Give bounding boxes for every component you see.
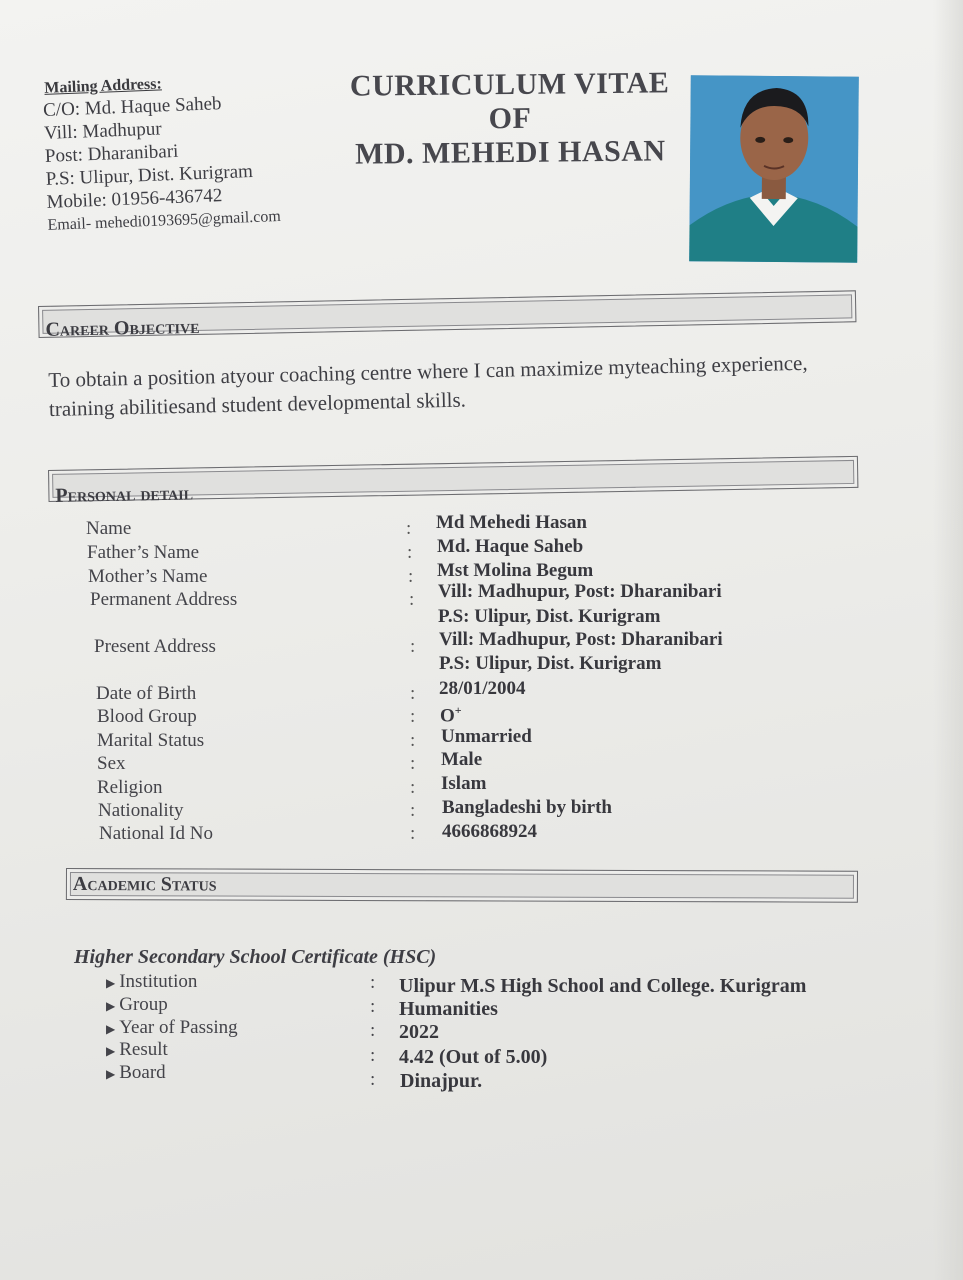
academic-value: 4.42 (Out of 5.00)	[399, 1046, 548, 1068]
personal-value: Md. Haque Saheb	[437, 536, 584, 557]
personal-value: 4666868924	[442, 821, 537, 842]
personal-value: Md Mehedi Hasan	[436, 512, 587, 533]
profile-photo	[689, 75, 859, 262]
academic-label: Result	[119, 1039, 168, 1060]
personal-row-national-id	[99, 821, 537, 845]
colon: :	[409, 589, 415, 610]
personal-row-mother	[88, 560, 594, 588]
personal-label: Sex	[97, 753, 126, 774]
paper-edge-shadow	[933, 0, 963, 1280]
mailing-address-title: Mailing Address:	[43, 75, 163, 97]
section-title-academic: Academic Status	[72, 873, 217, 896]
colon: :	[370, 1069, 376, 1090]
mailing-line-email: Email- mehedi0193695@gmail.com	[47, 207, 282, 234]
mailing-line-ps: P.S: Ulipur, Dist. Kurigram	[45, 160, 254, 190]
personal-row-marital-status	[97, 726, 532, 752]
personal-label: Mother’s Name	[88, 566, 208, 587]
triangle-bullet-icon: ▶	[106, 976, 116, 990]
cv-title-line1: CURRICULUM VITAE	[349, 66, 670, 103]
colon: :	[410, 706, 416, 727]
personal-label: Present Address	[94, 636, 216, 657]
academic-row-board	[106, 1062, 166, 1084]
mailing-line-mobile: Mobile: 01956-436742	[46, 185, 223, 213]
personal-value: Male	[441, 749, 483, 770]
personal-row-religion	[97, 773, 487, 799]
colon: :	[410, 777, 416, 798]
academic-label: Group	[119, 994, 168, 1015]
personal-row-blood-group	[97, 703, 462, 728]
academic-row-institution	[106, 971, 197, 993]
academic-row-group	[106, 994, 168, 1016]
colon: :	[370, 972, 376, 993]
academic-value: 2022	[399, 1021, 439, 1043]
personal-value: Unmarried	[441, 726, 532, 747]
cv-title-name: MD. MEHEDI HASAN	[354, 134, 666, 171]
personal-label: National Id No	[99, 823, 213, 844]
colon: :	[410, 800, 416, 821]
personal-row-dob	[96, 678, 526, 705]
personal-label: Father’s Name	[87, 542, 200, 563]
mailing-address-block	[42, 69, 338, 237]
personal-value: Bangladeshi by birth	[442, 797, 612, 818]
section-title-career: Career Objective	[45, 315, 200, 341]
personal-label: Blood Group	[97, 706, 197, 727]
personal-value: Vill: Madhupur, Post: Dharanibari	[439, 629, 723, 650]
colon: :	[407, 542, 413, 563]
triangle-bullet-icon: ▶	[106, 1067, 116, 1081]
person-portrait-icon	[689, 75, 859, 262]
colon: :	[410, 683, 416, 704]
personal-label: Marital Status	[97, 730, 205, 751]
colon: :	[410, 823, 416, 844]
academic-row-result	[106, 1039, 168, 1061]
academic-row-year	[106, 1017, 238, 1039]
mailing-line-vill: Vill: Madhupur	[43, 118, 162, 144]
colon: :	[370, 996, 376, 1017]
personal-row-permanent-address	[90, 581, 722, 627]
triangle-bullet-icon: ▶	[106, 1044, 116, 1058]
academic-label: Institution	[119, 971, 198, 992]
cv-title-line2: OF	[488, 101, 532, 136]
personal-label: Name	[86, 518, 132, 539]
blood-group-letter: O	[440, 705, 455, 727]
academic-label: Year of Passing	[119, 1017, 238, 1038]
personal-value-line2: P.S: Ulipur, Dist. Kurigram	[439, 653, 662, 674]
section-title-personal: Personal detail	[55, 482, 194, 507]
section-academic-status	[66, 868, 858, 903]
personal-row-name	[86, 512, 587, 540]
personal-value	[440, 703, 462, 727]
personal-label: Permanent Address	[90, 589, 238, 610]
academic-value: Dinajpur.	[400, 1070, 483, 1092]
colon: :	[410, 636, 416, 657]
personal-row-father	[87, 536, 584, 564]
blood-group-sign: +	[454, 703, 462, 717]
academic-value: Humanities	[399, 998, 498, 1020]
colon: :	[406, 518, 412, 539]
personal-row-present-address	[94, 629, 723, 674]
personal-label: Religion	[97, 777, 163, 798]
personal-value: 28/01/2004	[439, 678, 526, 699]
personal-value: Vill: Madhupur, Post: Dharanibari	[438, 581, 722, 602]
personal-label: Nationality	[98, 800, 184, 821]
personal-value-line2: P.S: Ulipur, Dist. Kurigram	[438, 606, 661, 627]
academic-value: Ulipur M.S High School and College. Kurigram	[399, 975, 807, 997]
academic-label: Board	[119, 1062, 166, 1083]
colon: :	[408, 566, 414, 587]
personal-row-sex	[97, 749, 483, 775]
career-objective-text: To obtain a position atyour coaching centre where I can maximize myteaching experience, training abilitiesand student developmental skills.	[48, 350, 808, 421]
colon: :	[370, 1045, 376, 1066]
personal-value: Islam	[441, 773, 487, 794]
triangle-bullet-icon: ▶	[106, 1022, 116, 1036]
section-career-objective	[38, 290, 856, 341]
personal-value: Mst Molina Begum	[437, 560, 594, 581]
colon: :	[410, 730, 416, 751]
colon: :	[410, 753, 416, 774]
triangle-bullet-icon: ▶	[106, 999, 116, 1013]
hsc-title: Higher Secondary School Certificate (HSC)	[74, 946, 437, 968]
mailing-line-post: Post: Dharanibari	[44, 140, 179, 167]
personal-label: Date of Birth	[96, 683, 197, 704]
cv-title-block	[329, 66, 690, 172]
mailing-line-co: C/O: Md. Haque Saheb	[42, 93, 222, 121]
colon: :	[370, 1020, 376, 1041]
personal-row-nationality	[98, 797, 612, 822]
section-personal-detail	[48, 456, 858, 507]
